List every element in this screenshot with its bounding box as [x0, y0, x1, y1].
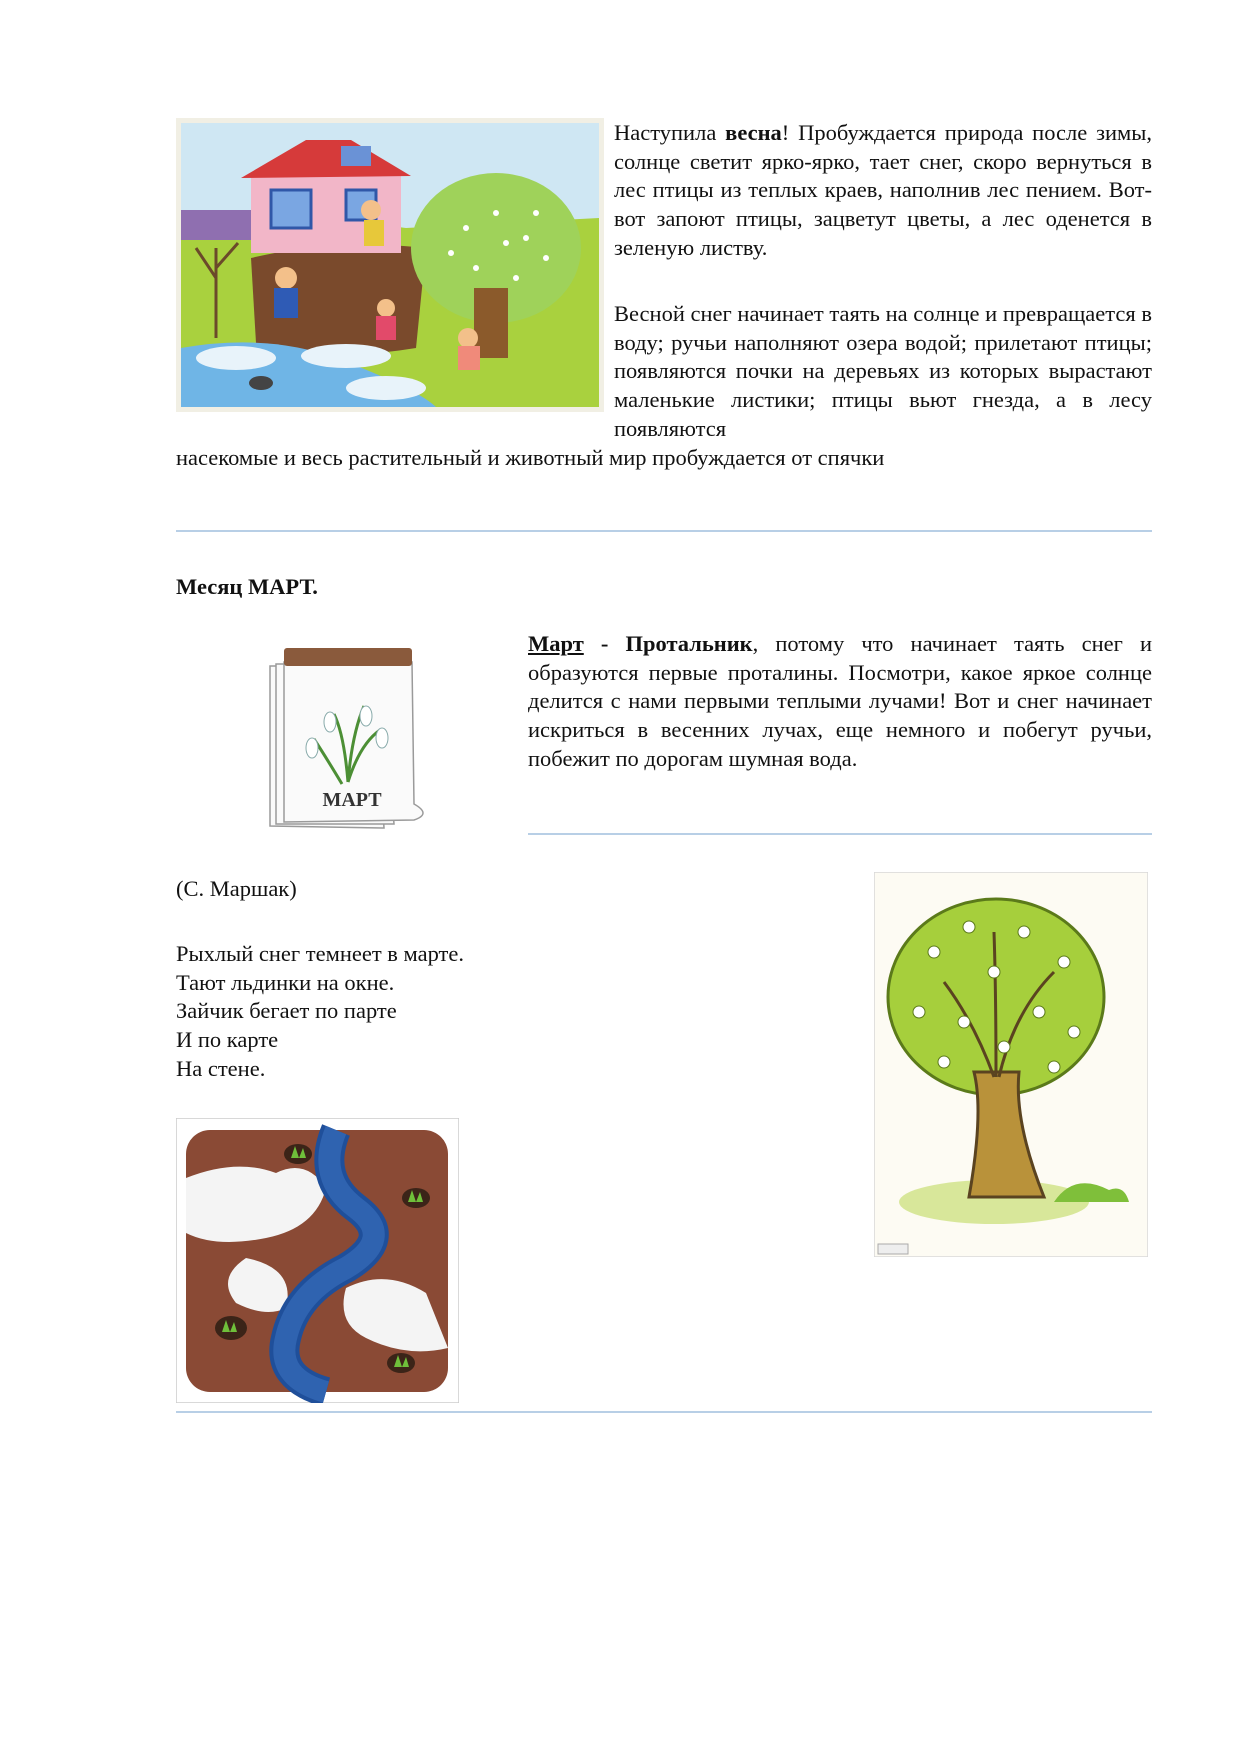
intro-paragraph-2: Весной снег начинает таять на солнце и превращается в воду; ручьи наполняют озера водой; прилетают птицы; появляются почки на деревьях из которых вырастают маленькие листики; птицы вьют гнезда, а в лесу появляются	[614, 301, 1152, 441]
spring-scene-image	[176, 118, 604, 412]
poem-line: На стене.	[176, 1055, 266, 1081]
calendar-label: МАРТ	[322, 789, 382, 811]
blooming-tree-image	[874, 872, 1148, 1257]
march-divider	[528, 833, 1152, 835]
poem-author: (С. Маршак)	[176, 876, 297, 901]
intro-paragraph-2-last-line: насекомые и весь растительный и животный мир пробуждается от спячки	[176, 445, 885, 470]
poem-line: Рыхлый снег темнеет в марте.	[176, 941, 465, 966]
intro-bold-word: весна	[725, 120, 782, 145]
march-calendar-image	[264, 644, 440, 834]
poem-line: И по карте	[176, 1027, 279, 1053]
march-nickname: Протальник	[625, 631, 753, 656]
poem-line: Тают льдинки на окне.	[176, 969, 395, 995]
poem-line: Зайчик бегает по парте	[176, 998, 397, 1024]
section-divider	[176, 530, 1152, 532]
intro-paragraph-1: Наступила весна! Пробуждается природа после зимы, солнце светит ярко-ярко, тает снег, скоро вернуться в лес птицы из теплых краев, наполнив лес пением. Вот-вот запоют птицы, зацветут цветы, а лес оденется в зеленую листву.	[614, 120, 1152, 260]
poem	[176, 940, 464, 1084]
march-heading: Месяц МАРТ.	[176, 574, 318, 599]
march-description: Март - Протальник, потому что начинает таять снег и образуются первые проталины. Посмотри, какое яркое солнце делится с нами первыми теплыми лучами! Вот и снег начинает искриться в весенних лучах, еще немного и побегут ручьи, побежит по дорогам шумная вода.	[528, 631, 1153, 771]
bottom-divider	[176, 1411, 1152, 1413]
stream-thaw-image	[176, 1118, 459, 1403]
march-term: Март	[528, 631, 584, 656]
